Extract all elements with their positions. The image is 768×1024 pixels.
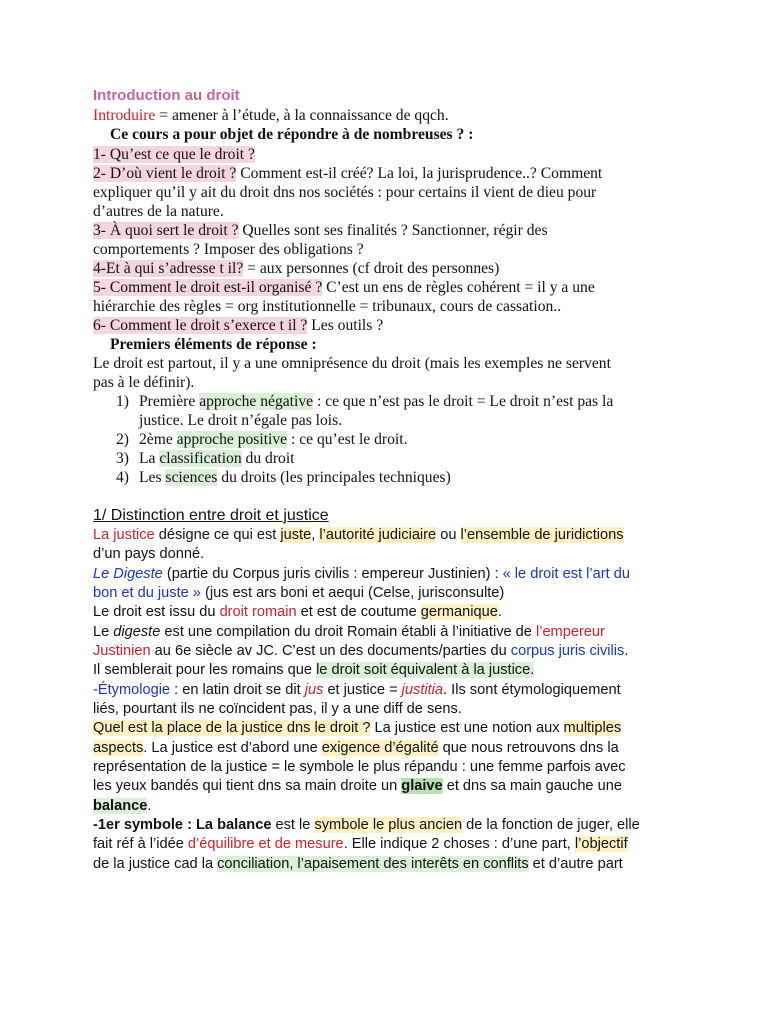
text: et est de coutume xyxy=(296,604,421,620)
highlight-yellow: symbole le plus ancien xyxy=(314,817,463,833)
highlight-green: approche négative xyxy=(199,393,314,410)
text: = amener à l’étude, à la connaissance de qqch. xyxy=(155,107,449,124)
list-item xyxy=(139,450,294,468)
text: = aux personnes (cf droit des personnes) xyxy=(243,260,500,277)
paragraph-line xyxy=(93,856,623,872)
highlight-green: conciliation, l’apaisement des interêts en conflits xyxy=(217,856,529,872)
text: C’est un ens de règles cohérent = il y a une xyxy=(322,279,595,296)
paragraph-line: liés, pourtant ils ne coïncident pas, il y a une diff de sens. xyxy=(93,701,462,717)
text: (jus est ars boni et aequi (Celse, jurisconsulte) xyxy=(200,585,505,601)
question-1 xyxy=(93,146,255,164)
term: Le Digeste xyxy=(93,566,163,582)
paragraph-line: Le droit est partout, il y a une omniprésence du droit (mais les exemples ne servent xyxy=(93,355,611,372)
highlight-pink: 2- D’où vient le droit ? xyxy=(93,165,237,182)
paragraph-line xyxy=(93,624,605,640)
text: Les xyxy=(139,469,166,486)
highlight-yellow: l’autorité judiciaire xyxy=(319,527,437,543)
paragraph-line: expliquer qu’il y ait du droit dns nos sociétés : pour certains il vient de dieu pour xyxy=(93,184,597,201)
text: du droit xyxy=(241,450,295,467)
paragraph-line: comportements ? Imposer des obligations ? xyxy=(93,241,364,258)
term: -Étymologie xyxy=(93,682,171,698)
highlight-pink: 1- Qu’est ce que le droit ? xyxy=(93,146,255,163)
term: justitia xyxy=(401,682,444,698)
text: . xyxy=(624,643,629,659)
text: Quelles sont ses finalités ? Sanctionner, régir des xyxy=(238,222,548,239)
question-5 xyxy=(93,279,595,297)
paragraph-line xyxy=(93,662,534,678)
paragraph-line: représentation de la justice = le symbole le plus répandu : une femme parfois avec xyxy=(93,759,626,775)
text: : en latin droit se dit xyxy=(170,682,305,698)
term: l’empereur xyxy=(535,624,605,640)
text: . xyxy=(497,604,502,620)
highlight-green: approche positive xyxy=(176,431,288,448)
text: , xyxy=(311,527,320,543)
term: jus xyxy=(304,682,324,698)
highlight-yellow: exigence d’égalité xyxy=(321,740,439,756)
symbol-heading: -1er symbole : La balance xyxy=(93,817,272,833)
question-3 xyxy=(93,222,548,240)
highlight-yellow: l’objectif xyxy=(574,836,628,852)
text: et dns sa main gauche une xyxy=(442,778,622,794)
paragraph-line: d’un pays donné. xyxy=(93,546,205,562)
highlight-yellow: germanique xyxy=(420,604,498,620)
text: du droits (les principales techniques) xyxy=(217,469,451,486)
list-item xyxy=(139,393,613,411)
paragraph-line xyxy=(93,778,622,794)
term: La justice xyxy=(93,527,155,543)
term: droit romain xyxy=(219,604,297,620)
text: est le xyxy=(271,817,315,833)
highlight-yellow: Quel est la place de la justice dns le droit ? xyxy=(93,720,371,736)
text: La xyxy=(139,450,160,467)
highlight-green-bold: balance xyxy=(93,798,148,814)
text: est une compilation du droit Romain établi à l’initiative de xyxy=(160,624,536,640)
paragraph-line xyxy=(93,817,640,833)
paragraph-line: hiérarchie des règles = org institutionnelle = tribunaux, cours de cassation.. xyxy=(93,298,562,315)
paragraph-line xyxy=(93,566,630,582)
paragraph-line xyxy=(93,836,628,852)
paragraph-line xyxy=(93,682,621,698)
highlight-pink: 5- Comment le droit est-il organisé ? xyxy=(93,279,323,296)
text: : ce qu’est le droit. xyxy=(287,431,408,448)
list-item xyxy=(139,431,407,449)
text: La justice est une notion aux xyxy=(370,720,564,736)
list-item xyxy=(139,469,451,487)
text: de la justice cad la xyxy=(93,856,218,872)
text: que nous retrouvons dns la xyxy=(438,740,619,756)
highlight-yellow: aspects xyxy=(93,740,144,756)
text: ou xyxy=(436,527,461,543)
highlight-yellow: juste xyxy=(280,527,312,543)
paragraph-line xyxy=(93,527,624,543)
paragraph-line xyxy=(93,585,504,601)
list-number: 3) xyxy=(116,450,129,467)
list-number: 4) xyxy=(116,469,129,486)
question-2 xyxy=(93,165,602,183)
text: les yeux bandés qui tient dns sa main droite un xyxy=(93,778,402,794)
quote: « le droit est l’art du xyxy=(502,566,630,582)
paragraph-line xyxy=(93,720,621,736)
term: Justinien xyxy=(93,643,151,659)
list-item-continuation: justice. Le droit n’égale pas lois. xyxy=(139,412,343,429)
text: . Elle indique 2 choses : d’une part, xyxy=(343,836,575,852)
text: de la fonction de juger, elle xyxy=(462,817,640,833)
paragraph-line xyxy=(93,740,619,756)
paragraph-line xyxy=(93,798,151,814)
premiers-elements-heading: Premiers éléments de réponse : xyxy=(110,336,317,353)
quote: bon et du juste » xyxy=(93,585,201,601)
text: Les outils ? xyxy=(307,317,384,334)
paragraph-line: pas à le définir). xyxy=(93,374,195,391)
highlight-green-bold: glaive xyxy=(401,778,443,794)
text: Première xyxy=(139,393,200,410)
text: 2ème xyxy=(139,431,177,448)
section-heading: 1/ Distinction entre droit et justice xyxy=(93,507,329,524)
text: (partie du Corpus juris civilis : empereur Justinien) : xyxy=(162,566,503,582)
highlight-green: classification xyxy=(159,450,242,467)
highlight-pink: 6- Comment le droit s’exerce t il ? xyxy=(93,317,308,334)
text: . La justice est d’abord une xyxy=(143,740,322,756)
term: corpus juris civilis xyxy=(510,643,625,659)
text: : ce que n’est pas le droit = Le droit n’est pas la xyxy=(313,393,614,410)
text: et justice = xyxy=(323,682,402,698)
text: et d’autre part xyxy=(528,856,623,872)
term: digeste xyxy=(113,624,161,640)
document-title: Introduction au droit xyxy=(93,87,240,104)
line-introduire xyxy=(93,107,449,125)
highlight-yellow: l’ensemble de juridictions xyxy=(460,527,624,543)
text: Le xyxy=(93,624,114,640)
course-objective-heading: Ce cours a pour objet de répondre à de nombreuses ? : xyxy=(110,126,474,143)
question-6 xyxy=(93,317,383,335)
text: . Ils sont étymologiquement xyxy=(443,682,621,698)
term: d’équilibre et de mesure xyxy=(187,836,344,852)
highlight-pink: 3- À quoi sert le droit ? xyxy=(93,222,239,239)
paragraph-line xyxy=(93,643,628,659)
paragraph-line xyxy=(93,604,502,620)
highlight-pink: 4-Et à qui s’adresse t il? xyxy=(93,260,244,277)
text: Il semblerait pour les romains que xyxy=(93,662,317,678)
text: désigne ce qui est xyxy=(154,527,281,543)
term-introduire: Introduire xyxy=(93,107,156,124)
list-number: 2) xyxy=(116,431,129,448)
highlight-green: le droit soit équivalent à la justice. xyxy=(316,662,535,678)
list-number: 1) xyxy=(116,393,129,410)
text: au 6e siècle av JC. C’est un des documents/parties du xyxy=(150,643,511,659)
text: . xyxy=(147,798,152,814)
text: fait réf à l’idée xyxy=(93,836,188,852)
text: Comment est-il créé? La loi, la jurisprudence..? Comment xyxy=(236,165,603,182)
highlight-yellow: multiples xyxy=(563,720,622,736)
question-4 xyxy=(93,260,499,278)
paragraph-line: d’autres de la nature. xyxy=(93,203,224,220)
highlight-green: sciences xyxy=(165,469,218,486)
text: Le droit est issu du xyxy=(93,604,220,620)
